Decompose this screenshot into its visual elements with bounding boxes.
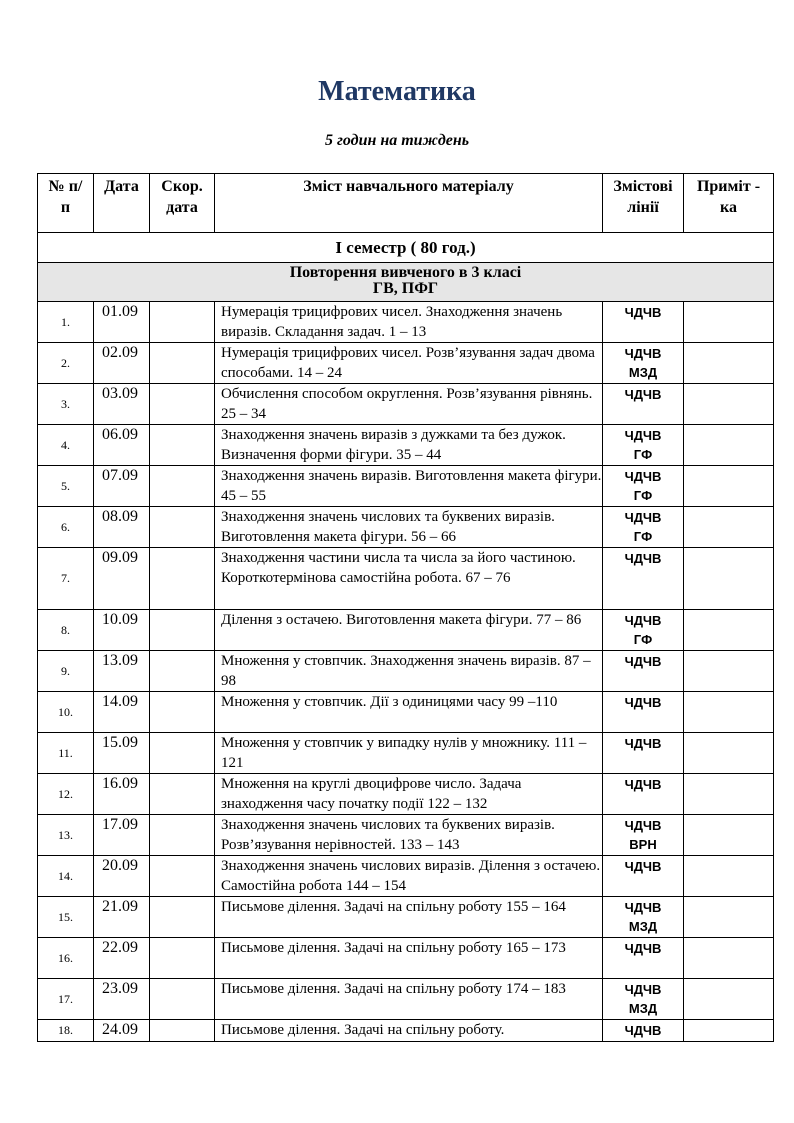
table-row — [38, 610, 774, 651]
header-num: № п/ п — [38, 174, 94, 233]
content-line-code: ЧДЧВ — [624, 305, 662, 320]
row-notes — [684, 1020, 774, 1042]
row-corrected-date — [150, 343, 215, 384]
table-row — [38, 815, 774, 856]
row-content-lines — [603, 610, 684, 651]
row-corrected-date — [150, 466, 215, 507]
content-line-code: ГФ — [633, 632, 653, 647]
row-content: Нумерація трицифрових чисел. Знаходження значень виразів. Складання задач. 1 – 13 — [215, 302, 603, 343]
row-content: Ділення з остачею. Виготовлення макета фігури. 77 – 86 — [215, 610, 603, 651]
row-date: 09.09 — [94, 548, 150, 610]
row-date: 17.09 — [94, 815, 150, 856]
row-number: 18. — [38, 1020, 94, 1042]
row-content-lines — [603, 507, 684, 548]
row-content: Обчислення способом округлення. Розв’язування рівнянь. 25 – 34 — [215, 384, 603, 425]
row-date: 08.09 — [94, 507, 150, 548]
row-notes — [684, 651, 774, 692]
content-line-code: ЧДЧВ — [624, 777, 662, 792]
content-line-code: ЧДЧВ — [624, 859, 662, 874]
table-row — [38, 733, 774, 774]
row-notes — [684, 384, 774, 425]
row-notes — [684, 466, 774, 507]
row-notes — [684, 507, 774, 548]
row-corrected-date — [150, 774, 215, 815]
semester-label: I семестр ( 80 год.) — [38, 233, 774, 263]
row-notes — [684, 938, 774, 979]
page-subtitle: 5 годин на тиждень — [324, 132, 470, 149]
row-notes — [684, 302, 774, 343]
row-corrected-date — [150, 384, 215, 425]
content-line-code: ЧДЧВ — [624, 387, 662, 402]
row-corrected-date — [150, 610, 215, 651]
content-line-code: ЧДЧВ — [624, 469, 662, 484]
row-date: 23.09 — [94, 979, 150, 1020]
row-number: 17. — [38, 979, 94, 1020]
content-line-code: ЧДЧВ — [624, 613, 662, 628]
row-number: 13. — [38, 815, 94, 856]
row-content-lines — [603, 343, 684, 384]
row-date: 02.09 — [94, 343, 150, 384]
content-line-code: ЧДЧВ — [624, 736, 662, 751]
row-notes — [684, 692, 774, 733]
content-line-code: ГФ — [633, 447, 653, 462]
content-line-code: ЧДЧВ — [624, 982, 662, 997]
content-line-code: ЧДЧВ — [624, 941, 662, 956]
row-content-lines — [603, 979, 684, 1020]
content-line-code: ЧДЧВ — [624, 818, 662, 833]
row-content-lines — [603, 651, 684, 692]
row-number: 11. — [38, 733, 94, 774]
row-corrected-date — [150, 856, 215, 897]
row-content: Знаходження значень числових виразів. Ділення з остачею. Самостійна робота 144 – 154 — [215, 856, 603, 897]
header-corrected-date: Скор. дата — [150, 174, 215, 233]
row-date: 13.09 — [94, 651, 150, 692]
row-date: 24.09 — [94, 1020, 150, 1042]
row-content: Знаходження частини числа та числа за його частиною. Короткотермінова самостійна робота. 67 – 76 — [215, 548, 603, 610]
content-line-code: ЧДЧВ — [624, 551, 662, 566]
row-notes — [684, 343, 774, 384]
content-line-code: ЧДЧВ — [624, 428, 662, 443]
row-corrected-date — [150, 733, 215, 774]
table-row — [38, 302, 774, 343]
row-corrected-date — [150, 815, 215, 856]
section-heading: Повторення вивченого в 3 класі ГВ, ПФГ — [38, 263, 774, 302]
header-content-lines: Змістові лінії — [603, 174, 684, 233]
section-row — [38, 263, 774, 302]
row-content-lines — [603, 548, 684, 610]
row-content: Знаходження значень виразів з дужками та без дужок. Визначення форми фігури. 35 – 44 — [215, 425, 603, 466]
table-row — [38, 466, 774, 507]
row-number: 12. — [38, 774, 94, 815]
header-notes: Приміт - ка — [684, 174, 774, 233]
row-content-lines — [603, 938, 684, 979]
row-content: Множення у стовпчик. Дії з одиницями часу 99 –110 — [215, 692, 603, 733]
table-row — [38, 774, 774, 815]
table-row — [38, 384, 774, 425]
row-content: Письмове ділення. Задачі на спільну роботу. — [215, 1020, 603, 1042]
row-notes — [684, 856, 774, 897]
row-number: 9. — [38, 651, 94, 692]
row-content: Знаходження значень числових та буквених виразів. Виготовлення макета фігури. 56 – 66 — [215, 507, 603, 548]
row-content-lines — [603, 774, 684, 815]
row-content: Нумерація трицифрових чисел. Розв’язування задач двома способами. 14 – 24 — [215, 343, 603, 384]
row-content-lines — [603, 856, 684, 897]
table-row — [38, 651, 774, 692]
row-content-lines — [603, 302, 684, 343]
table-row — [38, 692, 774, 733]
content-line-code: ЧДЧВ — [624, 654, 662, 669]
row-corrected-date — [150, 692, 215, 733]
row-content: Знаходження значень виразів. Виготовлення макета фігури. 45 – 55 — [215, 466, 603, 507]
row-number: 7. — [38, 548, 94, 610]
row-date: 03.09 — [94, 384, 150, 425]
row-date: 20.09 — [94, 856, 150, 897]
content-line-code: ГФ — [633, 488, 653, 503]
table-row — [38, 425, 774, 466]
row-date: 14.09 — [94, 692, 150, 733]
row-corrected-date — [150, 651, 215, 692]
row-number: 3. — [38, 384, 94, 425]
row-number: 16. — [38, 938, 94, 979]
row-notes — [684, 815, 774, 856]
row-number: 4. — [38, 425, 94, 466]
row-corrected-date — [150, 507, 215, 548]
row-notes — [684, 774, 774, 815]
header-content: Зміст навчального матеріалу — [215, 174, 603, 233]
row-number: 8. — [38, 610, 94, 651]
content-line-code: МЗД — [628, 1001, 658, 1016]
content-line-code: ЧДЧВ — [624, 346, 662, 361]
table-row — [38, 1020, 774, 1042]
content-line-code: МЗД — [628, 365, 658, 380]
row-content: Письмове ділення. Задачі на спільну роботу 174 – 183 — [215, 979, 603, 1020]
row-corrected-date — [150, 548, 215, 610]
row-content-lines — [603, 692, 684, 733]
row-content-lines — [603, 425, 684, 466]
row-content-lines — [603, 815, 684, 856]
row-corrected-date — [150, 938, 215, 979]
content-line-code: ВРН — [629, 837, 657, 852]
row-content-lines — [603, 466, 684, 507]
row-notes — [684, 425, 774, 466]
row-corrected-date — [150, 897, 215, 938]
row-number: 15. — [38, 897, 94, 938]
row-notes — [684, 897, 774, 938]
row-date: 06.09 — [94, 425, 150, 466]
row-date: 10.09 — [94, 610, 150, 651]
content-line-code: ЧДЧВ — [624, 510, 662, 525]
row-number: 6. — [38, 507, 94, 548]
lesson-plan-table — [37, 173, 774, 1042]
row-content-lines — [603, 897, 684, 938]
table-header-row — [38, 174, 774, 233]
semester-row — [38, 233, 774, 263]
row-content-lines — [603, 733, 684, 774]
page-title: Математика — [318, 76, 476, 107]
row-number: 5. — [38, 466, 94, 507]
content-line-code: ГФ — [633, 529, 653, 544]
row-date: 15.09 — [94, 733, 150, 774]
row-date: 16.09 — [94, 774, 150, 815]
row-number: 2. — [38, 343, 94, 384]
row-corrected-date — [150, 302, 215, 343]
row-date: 07.09 — [94, 466, 150, 507]
content-line-code: ЧДЧВ — [624, 695, 662, 710]
row-number: 10. — [38, 692, 94, 733]
table-row — [38, 856, 774, 897]
table-row — [38, 979, 774, 1020]
row-number: 14. — [38, 856, 94, 897]
table-row — [38, 938, 774, 979]
table-row — [38, 548, 774, 610]
table-row — [38, 507, 774, 548]
row-notes — [684, 610, 774, 651]
table-row — [38, 897, 774, 938]
content-line-code: ЧДЧВ — [624, 1023, 662, 1038]
row-number: 1. — [38, 302, 94, 343]
row-content-lines — [603, 1020, 684, 1042]
row-content: Множення у стовпчик. Знаходження значень виразів. 87 – 98 — [215, 651, 603, 692]
row-content: Знаходження значень числових та буквених виразів. Розв’язування нерівностей. 133 – 143 — [215, 815, 603, 856]
row-corrected-date — [150, 1020, 215, 1042]
row-notes — [684, 548, 774, 610]
row-content: Письмове ділення. Задачі на спільну роботу 155 – 164 — [215, 897, 603, 938]
row-notes — [684, 979, 774, 1020]
row-content: Письмове ділення. Задачі на спільну роботу 165 – 173 — [215, 938, 603, 979]
table-row — [38, 343, 774, 384]
row-content: Множення у стовпчик у випадку нулів у множнику. 111 – 121 — [215, 733, 603, 774]
content-line-code: ЧДЧВ — [624, 900, 662, 915]
row-date: 01.09 — [94, 302, 150, 343]
row-content: Множення на круглі двоцифрове число. Задача знаходження часу початку події 122 – 132 — [215, 774, 603, 815]
row-date: 22.09 — [94, 938, 150, 979]
row-corrected-date — [150, 425, 215, 466]
header-date: Дата — [94, 174, 150, 233]
row-date: 21.09 — [94, 897, 150, 938]
row-notes — [684, 733, 774, 774]
row-content-lines — [603, 384, 684, 425]
row-corrected-date — [150, 979, 215, 1020]
content-line-code: МЗД — [628, 919, 658, 934]
